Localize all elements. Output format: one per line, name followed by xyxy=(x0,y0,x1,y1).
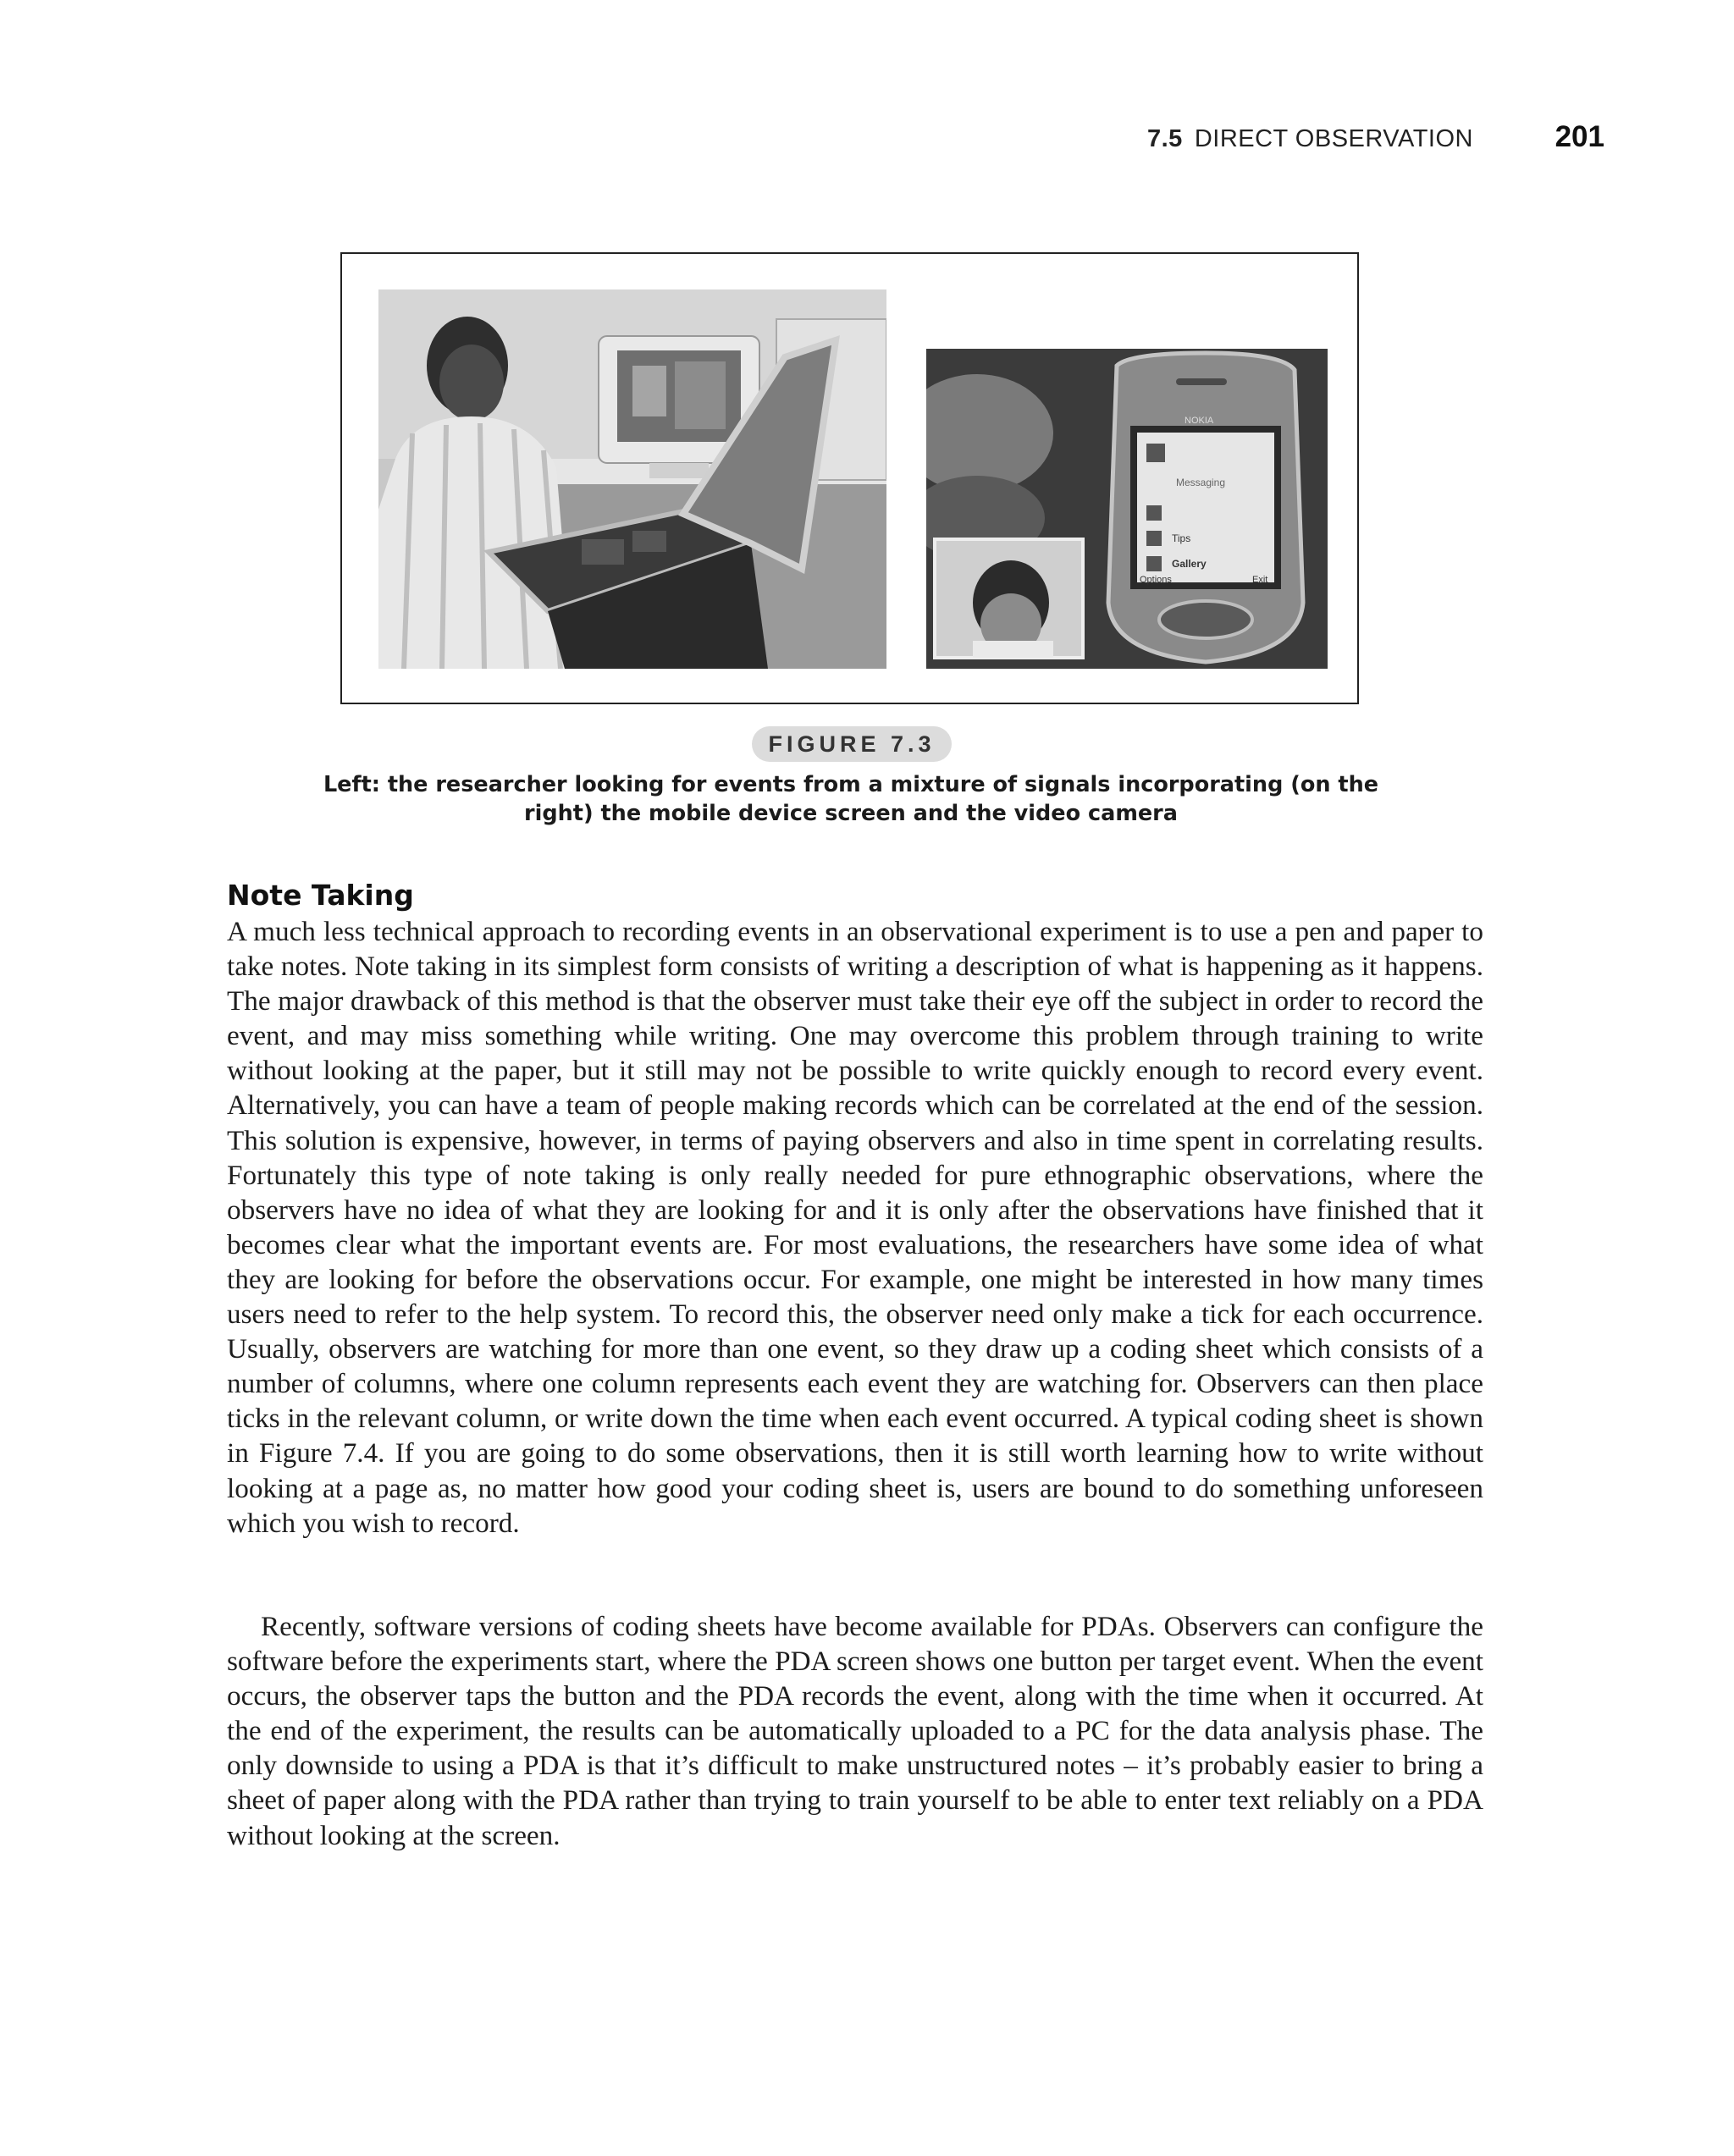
page-number: 201 xyxy=(1555,120,1604,153)
section-name: DIRECT OBSERVATION xyxy=(1194,125,1473,152)
researcher-photo-illustration xyxy=(378,289,886,669)
phone-menu-tips: Tips xyxy=(1172,532,1191,544)
phone-softkey-options: Options xyxy=(1140,575,1172,585)
section-title xyxy=(1147,125,1473,153)
phone-menu-messaging: Messaging xyxy=(1176,477,1226,488)
phone-photo-illustration xyxy=(926,349,1328,669)
body-paragraph-2: Recently, software versions of coding sheets have become available for PDAs. Observers can configure the software before the experiments start, where the PDA screen shows one button per target event. When the event occurs, the observer taps the button and the PDA records the event, along with the time when it occurred. At the end of the experiment, the results can be automatically uploaded to a PC for the data analysis phase. The only downside to using a PDA is that it’s difficult to make unstructured notes – it’s probably easier to bring a sheet of paper along with the PDA rather than trying to train yourself to be able to enter text reliably on a PDA without looking at the screen. xyxy=(227,1611,1483,1851)
body-paragraph-1: A much less technical approach to recording events in an observational experiment is to use a pen and paper to take notes. Note taking in its simplest form consists of writing a description of what is happening as it happens. The major drawback of this method is that the observer must take their eye off the subject in order to record the event, and may miss something while writing. One may overcome this problem through training to write without looking at the paper, but it still may not be possible to write quickly enough to record every event. Alternatively, you can have a team of people making records which can be correlated at the end of the session. This solution is expensive, however, in terms of paying observers and also in time spent in correlating results. Fortunately this type of note taking is only really needed for pure ethnographic observations, where the observers have no idea of what they are looking for and it is only after the observations have finished that it becomes clear what the important events are. For most evaluations, the researchers have some idea of what they are looking for before the observations occur. For example, one might be interested in how many times users need to refer to the help system. To record this, the observer need only make a tick for each occurrence. Usually, observers are watching for more than one event, so they draw up a coding sheet which consists of a number of columns, where one column represents each event they are watching for. Observers can then place ticks in the relevant column, or write down the time when each event occurred. A typical coding sheet is shown in Figure 7.4. If you are going to do some observations, then it is still worth learning how to write without looking at a page as, no matter how good your coding sheet is, users are bound to do something unforeseen which you wish to record. xyxy=(227,916,1483,1539)
section-number: 7.5 xyxy=(1147,125,1183,152)
section-heading: Note Taking xyxy=(227,879,414,912)
figure-caption: Left: the researcher looking for events from a mixture of signals incorporating (on the right) the mobile device screen and the video camera xyxy=(323,772,1379,826)
photo-mobile-phone-screen-with-camera-inset xyxy=(926,349,1328,669)
running-head xyxy=(1101,119,1609,161)
figure-frame xyxy=(340,252,1359,704)
phone-brand: NOKIA xyxy=(1185,416,1214,426)
figure-label: FIGURE 7.3 xyxy=(752,726,952,762)
phone-softkey-exit: Exit xyxy=(1252,575,1268,585)
phone-menu-gallery: Gallery xyxy=(1172,558,1207,570)
photo-researcher-with-equipment xyxy=(378,289,886,669)
